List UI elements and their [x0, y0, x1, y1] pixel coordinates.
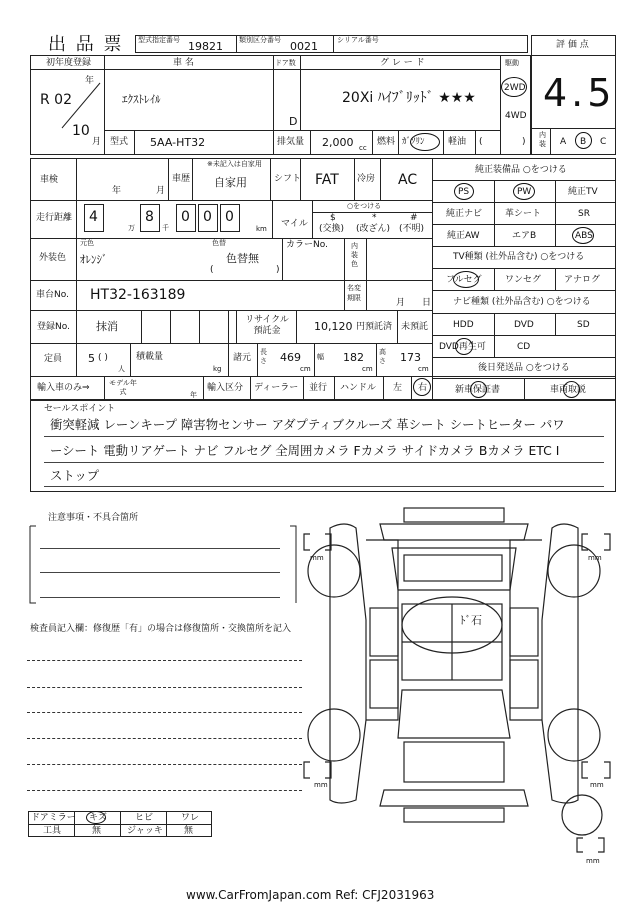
mileage-digit-2: 8: [145, 209, 154, 225]
import-handle-label: ハンドル: [340, 383, 377, 393]
inspector-label: 検査員記入欄：修復歴「有」の場合は修復箇所・交換箇所を記入: [30, 624, 292, 634]
car-name-value: ｴｸｽﾄﾚｲﾙ: [122, 93, 161, 106]
tv-item-0: フルセグ: [446, 275, 482, 285]
diagram-annotation: ﾄﾞ石: [460, 614, 482, 627]
mileage-unknown: (不明): [399, 224, 425, 234]
mileage-man: 万: [128, 224, 135, 232]
recycle-suffix: 円預託済: [356, 322, 393, 332]
mileage-unit: km: [256, 225, 267, 233]
table-r1-c2: ヒビ: [135, 813, 154, 823]
registration-value: 抹消: [96, 320, 118, 333]
displacement-unit: cc: [359, 144, 367, 152]
diagram-unit-rr: mm: [590, 781, 604, 789]
car-name-label: 車 名: [173, 58, 194, 68]
table-r1-c3: ワレ: [181, 813, 200, 823]
chassis-value: HT32-163189: [90, 287, 186, 303]
import-class-label: 輸入区分: [207, 383, 244, 393]
interior-color-label: 内装色: [351, 242, 358, 268]
navi-item-3: DVD再生可: [439, 342, 486, 352]
diagram-unit-rl: mm: [314, 781, 328, 789]
mileage-unknown-sym: #: [410, 213, 418, 223]
equipment-item-7: エアB: [512, 231, 537, 241]
capacity-unit: 人: [118, 365, 125, 373]
load-label: 積載量: [136, 352, 164, 362]
capacity-label: 定員: [44, 354, 63, 364]
inspection-label: 車検: [40, 175, 59, 185]
load-unit: kg: [213, 365, 222, 373]
dims-label: 諸元: [233, 353, 252, 363]
tv-item-1: ワンセグ: [505, 275, 542, 285]
exterior-paren-open: (: [210, 265, 214, 275]
rating-value: 4.5: [543, 71, 616, 115]
notes-label: 注意事項・不具合箇所: [48, 513, 139, 523]
equipment-item-0: PS: [458, 187, 470, 197]
later-item-0: 新車保証書: [455, 385, 501, 395]
import-right: 右: [418, 383, 428, 393]
dims-len-value: 469: [280, 351, 301, 364]
rating-label: 評 価 点: [556, 40, 589, 50]
equipment-item-5: SR: [578, 209, 590, 219]
dims-h-unit: cm: [418, 365, 429, 373]
table-r1-c0: ドアミラー: [31, 813, 76, 823]
mileage-label: 走行距離: [36, 213, 73, 223]
grade-label: グ レ ー ド: [380, 58, 425, 68]
navi-item-0: HDD: [453, 320, 474, 330]
mileage-digit-3: 0: [181, 209, 190, 225]
doors-value: D: [289, 115, 298, 128]
registration-label: 登録No.: [37, 322, 70, 332]
capacity-paren: ( ): [98, 353, 108, 363]
sales-label: セールスポイント: [44, 404, 116, 414]
import-dealer: ディーラー: [254, 383, 299, 393]
dims-h-label: 高さ: [379, 348, 386, 365]
exterior-label: 外装色: [39, 253, 67, 263]
sales-line-0: 衝突軽減 レーンキープ 障害物センサー アダプティブクルーズ 革シート シートヒーター パワ: [50, 417, 565, 432]
model-value: 5AA-HT32: [150, 136, 206, 149]
history-value: 自家用: [214, 176, 247, 189]
diagram-unit-fl: mm: [310, 554, 324, 562]
displacement-value: 2,000: [322, 136, 354, 149]
history-label: 車歴: [172, 174, 191, 184]
exterior-orig-label: 元色: [80, 239, 94, 247]
mileage-alter: (改ざん): [356, 224, 391, 234]
tv-item-2: アナログ: [564, 275, 601, 285]
shift-label: シフト: [274, 174, 302, 184]
inspection-month: 月: [156, 186, 166, 196]
table-r2-c3: 無: [184, 826, 194, 836]
mileage-alter-sym: *: [372, 213, 377, 223]
mileage-swap-sym: $: [330, 213, 336, 223]
interior-a: A: [560, 137, 567, 147]
interior-b: B: [580, 137, 587, 147]
exterior-repaint-value: 色替無: [226, 252, 259, 265]
footer-reference: www.CarFromJapan.com Ref: CFJ2031963: [186, 888, 435, 902]
capacity-value: 5: [88, 352, 95, 365]
shift-value: FAT: [315, 172, 339, 188]
exterior-repaint-label: 色替: [212, 239, 226, 247]
first-reg-year-label: 年: [85, 76, 95, 86]
mileage-digit-5: 0: [225, 209, 234, 225]
model-label: 型式: [110, 137, 129, 147]
navi-title: ナビ種類 (社外品含む) ○をつける: [453, 297, 591, 307]
fuel-value: ｶﾞｿﾘﾝ: [402, 137, 425, 147]
equipment-title: 純正装備品 ○をつける: [475, 165, 567, 175]
warranty-label: 名変期限: [347, 284, 361, 302]
fuel-alt: 軽油: [448, 137, 467, 147]
mileage-mark-note: ○をつける: [347, 202, 382, 210]
mileage-digit-1: 4: [89, 209, 98, 225]
recycle-alt: 未預託: [401, 322, 429, 332]
equipment-item-2: 純正TV: [568, 187, 598, 197]
sheet-title: 出 品 票: [48, 34, 124, 55]
equipment-item-1: PW: [517, 187, 532, 197]
mileage-mile: マイル: [281, 219, 308, 229]
first-reg-month-label: 月: [92, 137, 102, 147]
inspection-year: 年: [112, 186, 122, 196]
table-r2-c0: 工具: [43, 826, 62, 836]
mileage-swap: (交換): [319, 224, 345, 234]
diagram-unit-spare: mm: [586, 857, 600, 865]
fuel-paren-close: ): [522, 137, 526, 147]
grade-value: 20Xi ﾊｲﾌﾞﾘｯﾄﾞ ★★★: [342, 90, 476, 106]
import-left: 左: [393, 383, 403, 393]
interior-c: C: [600, 137, 607, 147]
drive-4wd: 4WD: [505, 111, 527, 121]
interior-label: 内装: [539, 131, 546, 148]
serial-label: シリアル番号: [337, 36, 379, 44]
equipment-item-6: 純正AW: [447, 231, 480, 241]
drive-2wd: 2WD: [504, 83, 526, 93]
displacement-label: 排気量: [277, 137, 305, 147]
dims-len-label: 長さ: [260, 348, 267, 365]
first-reg-label: 初年度登録: [46, 58, 92, 68]
warranty-month: 月: [396, 298, 406, 308]
later-title: 後日発送品 ○をつける: [478, 363, 570, 373]
equipment-item-3: 純正ナビ: [446, 209, 483, 219]
ac-label: 冷房: [357, 174, 376, 184]
fuel-paren-open: (: [479, 137, 483, 147]
import-year: 年: [190, 391, 197, 399]
drive-label: 駆動: [505, 59, 519, 67]
exterior-paren-close: ): [276, 265, 280, 275]
import-label: 輸入車のみ⇒: [37, 383, 90, 393]
table-r2-c1: 無: [92, 826, 102, 836]
navi-item-4: CD: [517, 342, 531, 352]
first-reg-month: 10: [72, 123, 90, 139]
table-r2-c2: ジャッキ: [127, 826, 163, 836]
history-note: ※未記入は自家用: [207, 160, 262, 168]
equipment-item-4: 革シート: [505, 209, 542, 219]
category-label: 類別区分番号: [239, 36, 281, 44]
mileage-digit-4: 0: [203, 209, 212, 225]
import-model-year-label: モデル年式: [109, 379, 137, 396]
model-cert-label: 型式指定番号: [138, 36, 180, 44]
import-parallel: 並行: [309, 383, 328, 393]
diagram-unit-fr: mm: [588, 554, 602, 562]
navi-item-1: DVD: [514, 320, 534, 330]
exterior-orig-value: ｵﾚﾝｼﾞ: [80, 253, 108, 266]
table-r1-c1: キズ: [89, 813, 107, 823]
chassis-label: 車台No.: [36, 290, 69, 300]
dims-h-value: 173: [400, 351, 421, 364]
tv-title: TV種類 (社外品含む) ○をつける: [453, 252, 585, 262]
first-reg-era: R 02: [40, 92, 72, 108]
equipment-item-8: ABS: [575, 231, 593, 241]
later-item-1: 車両取説: [550, 385, 587, 395]
ac-value: AC: [398, 172, 418, 188]
warranty-day: 日: [422, 298, 432, 308]
category-value: 0021: [290, 40, 318, 53]
dims-w-unit: cm: [362, 365, 373, 373]
mileage-sen: 千: [162, 224, 169, 232]
dims-len-unit: cm: [300, 365, 311, 373]
recycle-label: リサイクル預託金: [245, 315, 289, 336]
doors-label: ドア数: [275, 59, 296, 67]
recycle-value: 10,120: [314, 320, 353, 333]
sales-line-1: ーシート 電動リアゲート ナビ フルセグ 全周囲カメラ Fカメラ サイドカメラ Bカメラ ETC I: [50, 443, 560, 458]
dims-w-label: 幅: [317, 353, 324, 361]
sales-line-2: ストップ: [50, 468, 100, 483]
color-no-label: カラーNo.: [286, 240, 328, 250]
fuel-label: 燃料: [377, 137, 396, 147]
navi-item-2: SD: [577, 320, 590, 330]
model-cert-value: 19821: [188, 40, 223, 53]
dims-w-value: 182: [343, 351, 364, 364]
